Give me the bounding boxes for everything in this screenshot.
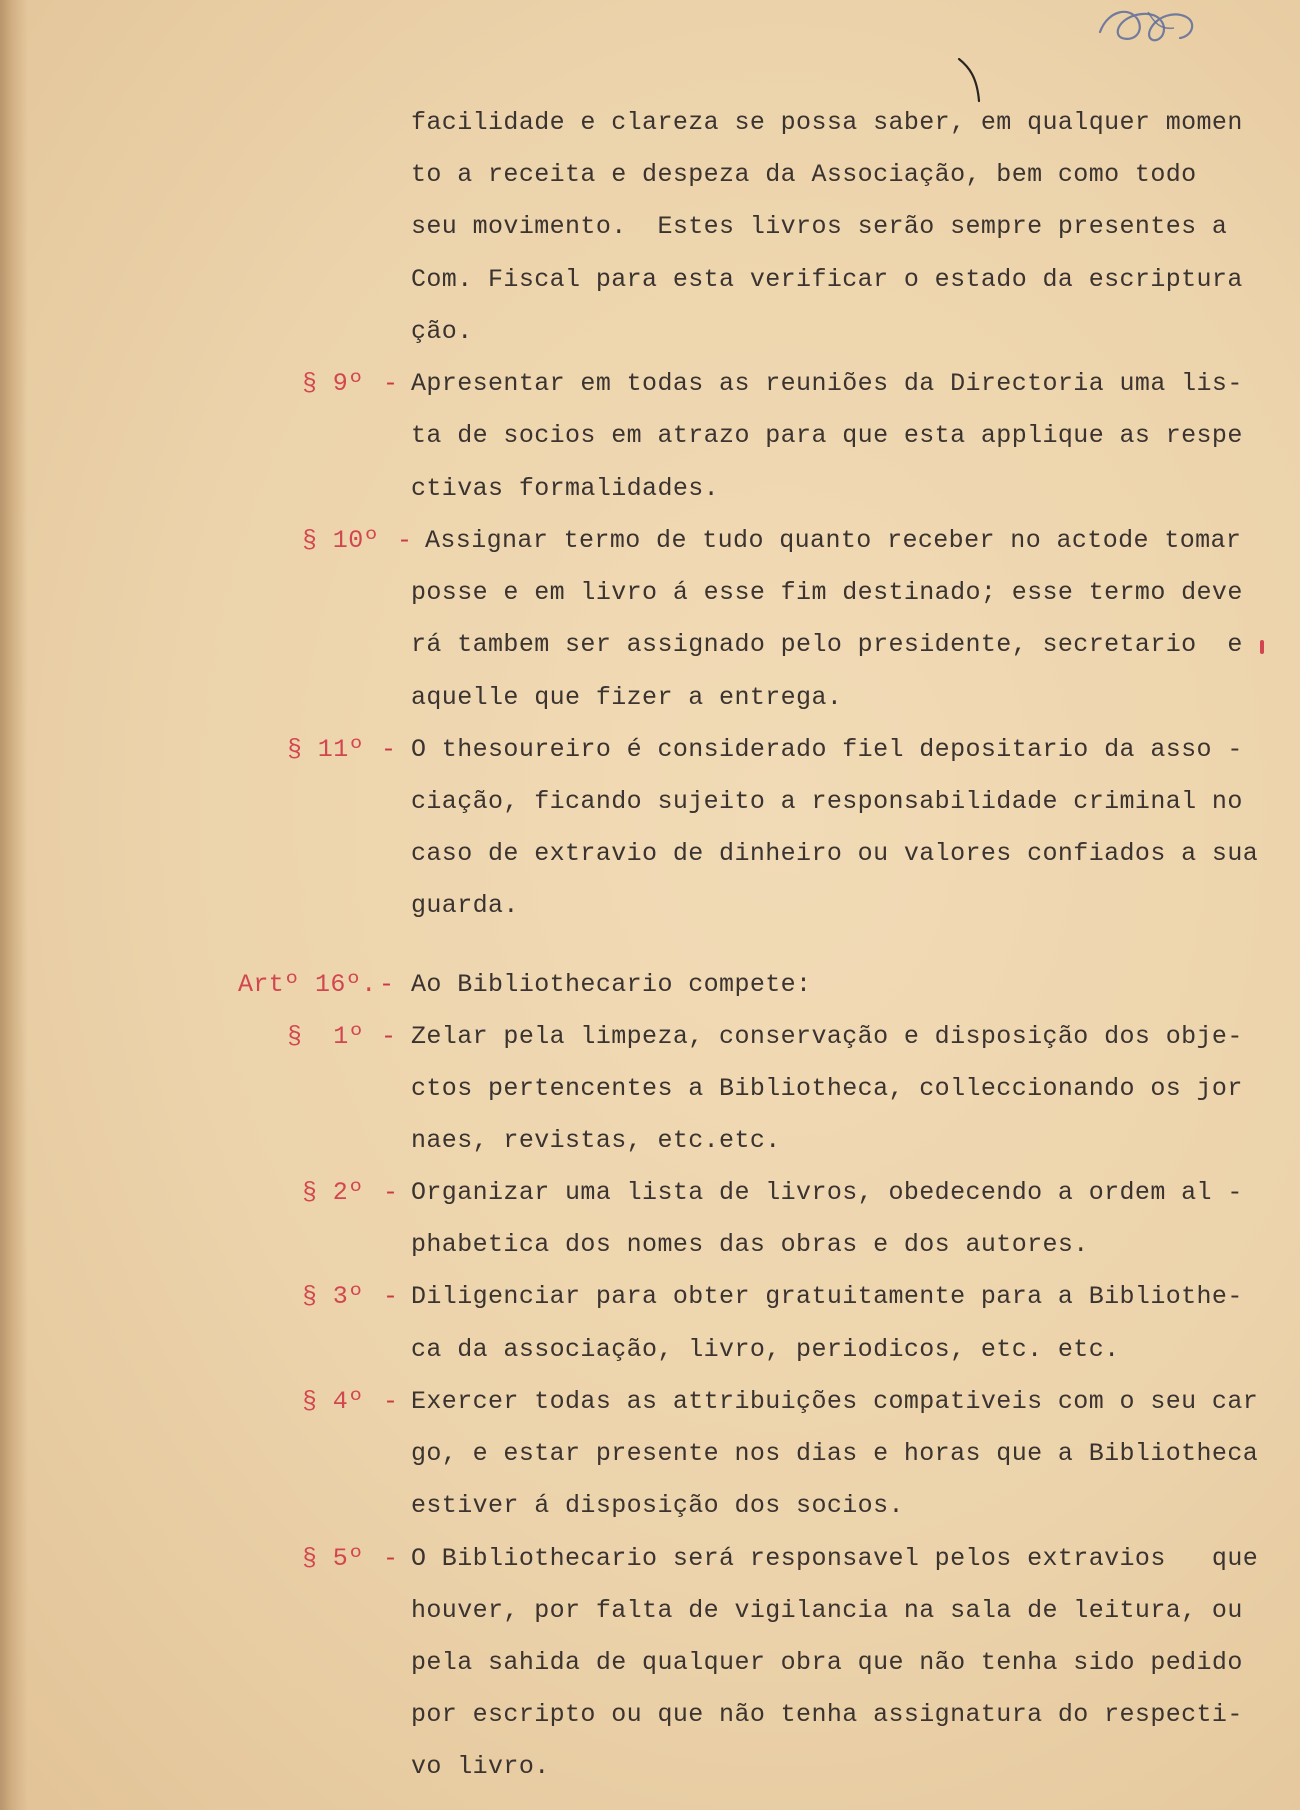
text-line bbox=[0, 207, 1300, 247]
text-line bbox=[0, 573, 1300, 613]
text-line bbox=[0, 1382, 1300, 1422]
section-dash: - bbox=[383, 1544, 399, 1573]
text-line bbox=[0, 782, 1300, 822]
text-line bbox=[0, 260, 1300, 300]
line-text: guarda. bbox=[411, 891, 519, 920]
section-dash: - bbox=[383, 1282, 399, 1311]
line-text: ctos pertencentes a Bibliotheca, colleccionando os jor bbox=[411, 1074, 1243, 1103]
text-line bbox=[0, 965, 1300, 1005]
text-line bbox=[0, 1121, 1300, 1161]
text-line bbox=[0, 834, 1300, 874]
section-marker: § 3º bbox=[302, 1282, 364, 1311]
text-line bbox=[0, 364, 1300, 404]
text-line bbox=[0, 1330, 1300, 1370]
text-line bbox=[0, 469, 1300, 509]
line-text: pela sahida de qualquer obra que não tenha sido pedido bbox=[411, 1648, 1243, 1677]
line-text: ciação, ficando sujeito a responsabilidade criminal no bbox=[411, 787, 1243, 816]
text-line bbox=[0, 1486, 1300, 1526]
section-marker: § 10º bbox=[302, 526, 380, 555]
text-line bbox=[0, 1434, 1300, 1474]
pencil-tick-mark bbox=[955, 55, 985, 105]
section-dash: - bbox=[383, 1178, 399, 1207]
line-text: caso de extravio de dinheiro ou valores confiados a sua bbox=[411, 839, 1259, 868]
line-text: vo livro. bbox=[411, 1752, 550, 1781]
line-text: houver, por falta de vigilancia na sala de leitura, ou bbox=[411, 1596, 1243, 1625]
line-text: ctivas formalidades. bbox=[411, 474, 720, 503]
line-text: Organizar uma lista de livros, obedecendo a ordem al - bbox=[411, 1178, 1243, 1207]
section-marker: Artº 16º. bbox=[238, 970, 377, 999]
text-line bbox=[0, 521, 1300, 561]
text-line bbox=[0, 1643, 1300, 1683]
line-text: O Bibliothecario será responsavel pelos extravios que bbox=[411, 1544, 1259, 1573]
section-marker: § 9º bbox=[302, 369, 364, 398]
line-text: ca da associação, livro, periodicos, etc. etc. bbox=[411, 1335, 1120, 1364]
line-text: posse e em livro á esse fim destinado; esse termo deve bbox=[411, 578, 1243, 607]
line-text: to a receita e despeza da Associação, bem como todo bbox=[411, 160, 1197, 189]
text-line bbox=[0, 678, 1300, 718]
text-line bbox=[0, 1747, 1300, 1787]
section-dash: - bbox=[383, 369, 399, 398]
text-line bbox=[0, 103, 1300, 143]
line-text: go, e estar presente nos dias e horas que a Bibliotheca bbox=[411, 1439, 1259, 1468]
text-line bbox=[0, 312, 1300, 352]
line-text: Exercer todas as attribuições compativeis com o seu car bbox=[411, 1387, 1259, 1416]
text-line bbox=[0, 1277, 1300, 1317]
section-marker: § 5º bbox=[302, 1544, 364, 1573]
text-line bbox=[0, 1539, 1300, 1579]
line-text: por escripto ou que não tenha assignatura do respecti- bbox=[411, 1700, 1243, 1729]
line-text: facilidade e clareza se possa saber, em qualquer momen bbox=[411, 108, 1243, 137]
line-text: phabetica dos nomes das obras e dos autores. bbox=[411, 1230, 1089, 1259]
line-text: O thesoureiro é considerado fiel depositario da asso - bbox=[411, 735, 1243, 764]
line-text: Apresentar em todas as reuniões da Directoria uma lis- bbox=[411, 369, 1243, 398]
line-text: naes, revistas, etc.etc. bbox=[411, 1126, 781, 1155]
text-line bbox=[0, 886, 1300, 926]
text-line bbox=[0, 155, 1300, 195]
line-text: rá tambem ser assignado pelo presidente, secretario e bbox=[411, 630, 1243, 659]
section-marker: § 1º bbox=[287, 1022, 365, 1051]
text-line bbox=[0, 1695, 1300, 1735]
section-dash: - bbox=[383, 1387, 399, 1416]
section-dash: - bbox=[397, 526, 413, 555]
text-line bbox=[0, 625, 1300, 665]
section-dash: - bbox=[379, 970, 395, 999]
text-line bbox=[0, 730, 1300, 770]
text-line bbox=[0, 1017, 1300, 1057]
line-text: ção. bbox=[411, 317, 473, 346]
text-line bbox=[0, 1173, 1300, 1213]
line-text: Ao Bibliothecario compete: bbox=[411, 970, 812, 999]
text-line bbox=[0, 416, 1300, 456]
ink-stamp-mark bbox=[1090, 2, 1200, 46]
line-text: Diligenciar para obter gratuitamente para a Bibliothe- bbox=[411, 1282, 1243, 1311]
section-marker: § 2º bbox=[302, 1178, 364, 1207]
line-text: Com. Fiscal para esta verificar o estado da escriptura bbox=[411, 265, 1243, 294]
line-text: Assignar termo de tudo quanto receber no actode tomar bbox=[425, 526, 1242, 555]
section-marker: § 11º bbox=[287, 735, 365, 764]
line-text: Zelar pela limpeza, conservação e disposição dos obje- bbox=[411, 1022, 1243, 1051]
line-text: estiver á disposição dos socios. bbox=[411, 1491, 904, 1520]
section-dash: - bbox=[381, 735, 397, 764]
line-text: seu movimento. Estes livros serão sempre presentes a bbox=[411, 212, 1228, 241]
text-line bbox=[0, 1069, 1300, 1109]
text-line bbox=[0, 1225, 1300, 1265]
text-line bbox=[0, 1591, 1300, 1631]
section-marker: § 4º bbox=[302, 1387, 364, 1416]
line-text: ta de socios em atrazo para que esta applique as respe bbox=[411, 421, 1243, 450]
line-text: aquelle que fizer a entrega. bbox=[411, 683, 843, 712]
section-dash: - bbox=[381, 1022, 397, 1051]
